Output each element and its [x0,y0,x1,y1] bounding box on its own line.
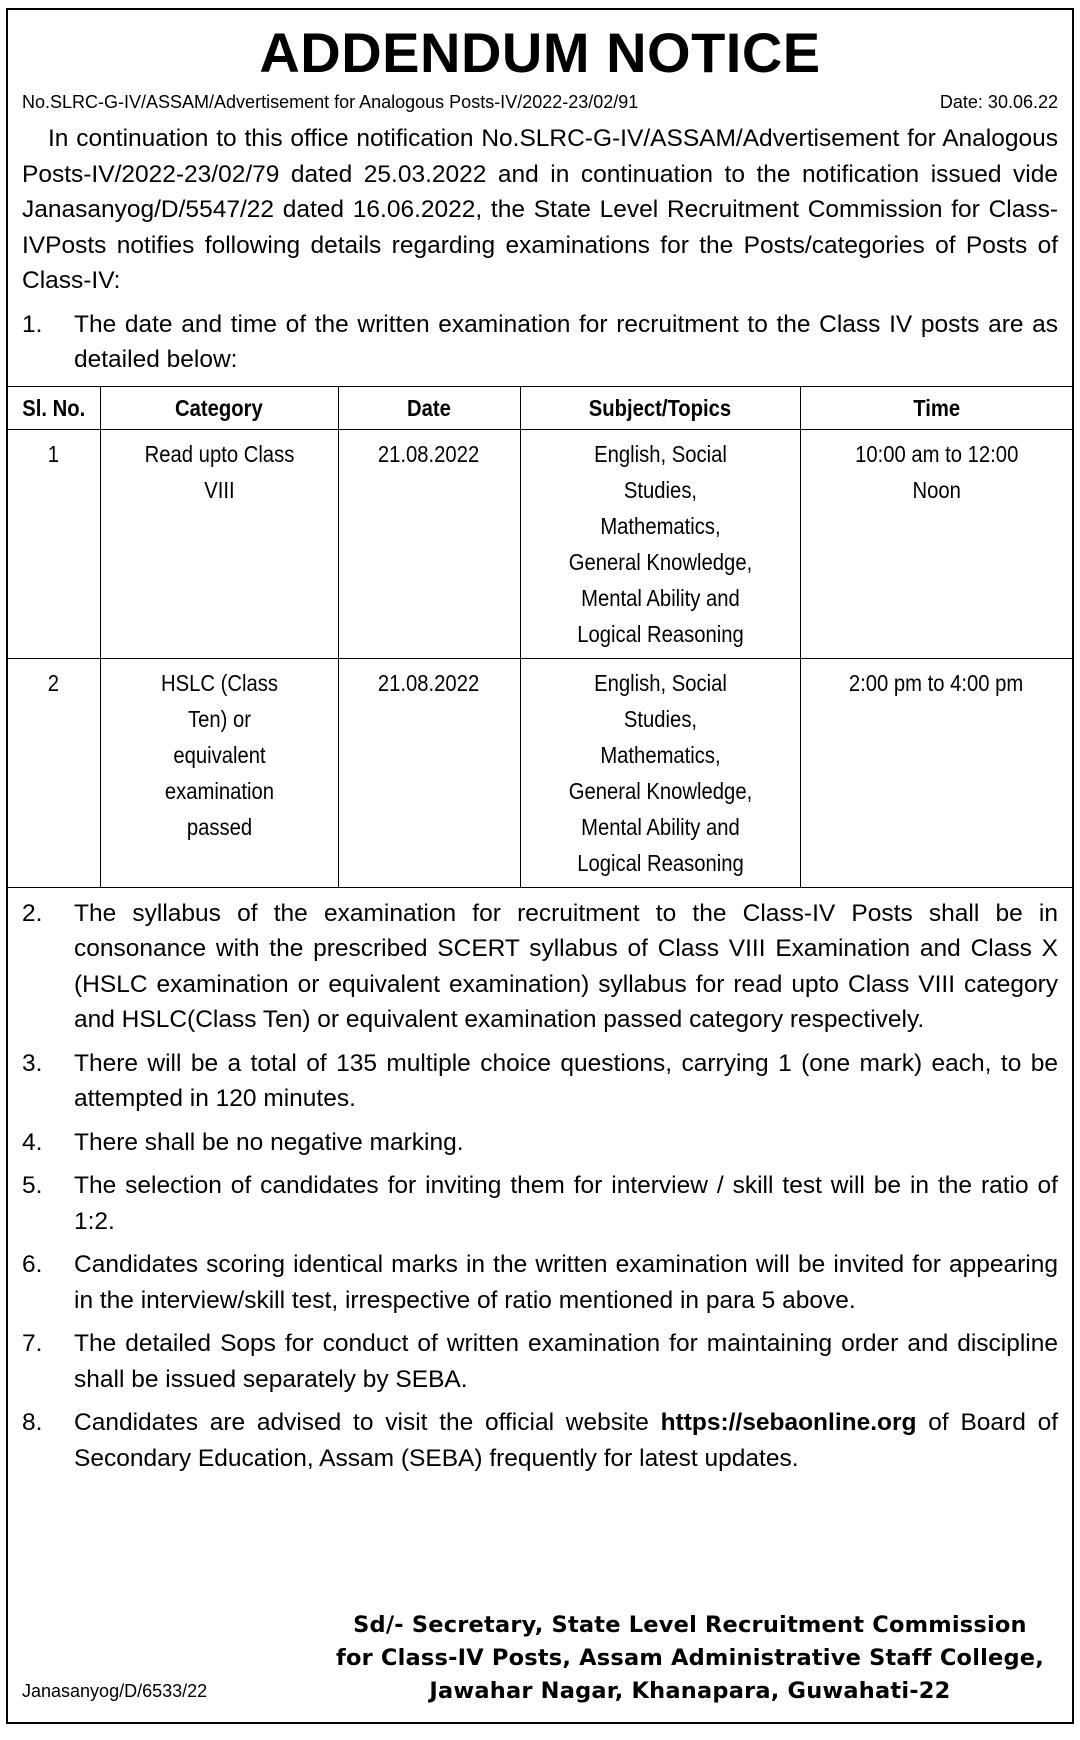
item-number: 2. [22,899,43,927]
header-category: Category [100,386,338,429]
notice-title: ADDENDUM NOTICE [259,21,821,84]
item-text: There shall be no negative marking. [74,1128,464,1156]
item-number: 7. [22,1330,43,1357]
signature-line-3: Jawahar Nagar, Khanapara, Guwahati-22 [429,1678,951,1704]
list-item-7 [20,1326,1060,1397]
item-number: 8. [22,1409,43,1436]
list-item-1 [20,307,1060,378]
item-text: The detailed Sops for conduct of written examination for maintaining order and discipline shall be issued separately by SEBA. [74,1330,1058,1393]
janasanyog-code: Janasanyog/D/6533/22 [22,1681,208,1701]
signature-line-1: Sd/- Secretary, State Level Recruitment Commission [353,1612,1027,1638]
cell-category: HSLC (Class Ten) or equivalent examination passed [100,658,338,887]
table-header-row [8,386,1072,429]
exam-schedule-table [8,386,1072,888]
header-sl-no: Sl. No. [8,386,100,429]
item-text: Candidates are advised to visit the official website https://sebaonline.org of Board of Secondary Education, Assam (SEBA) frequently for latest updates. [74,1409,1059,1472]
list-item-3 [20,1046,1060,1117]
item-text: There will be a total of 135 multiple choice questions, carrying 1 (one mark) each, to be attempted in 120 minutes. [74,1049,1058,1112]
cell-category: Read upto Class VIII [100,429,338,658]
header-subjects: Subject/Topics [520,386,800,429]
notice-date: Date: 30.06.22 [939,92,1058,112]
header-date: Date [338,386,520,429]
cell-subjects: English, Social Studies, Mathematics, General Knowledge, Mental Ability and Logical Reasoning [520,429,800,658]
reference-number: No.SLRC-G-IV/ASSAM/Advertisement for Analogous Posts-IV/2022-23/02/91 [22,92,639,112]
item-text: The date and time of the written examination for recruitment to the Class IV posts are as detailed below: [74,310,1058,373]
table-row [8,658,1072,887]
list-item-8 [20,1405,1060,1476]
seba-website-link[interactable]: https://sebaonline.org [660,1409,917,1436]
cell-date: 21.08.2022 [338,429,520,658]
cell-sl-no: 1 [8,429,100,658]
table-row [8,429,1072,658]
intro-paragraph: In continuation to this office notification No.SLRC-G-IV/ASSAM/Advertisement for Analogous Posts-IV/2022-23/02/79 dated 25.03.2022 and in continuation to the notification issued vide Janasanyog/D/5547/22 dated 16.06.2022, the State Level Recruitment Commission for Class-IVPosts notifies following details regarding examinations for the Posts/categories of Posts of Class-IV: [22,125,1058,294]
cell-sl-no: 2 [8,658,100,887]
cell-subjects: English, Social Studies, Mathematics, General Knowledge, Mental Ability and Logical Reasoning [520,658,800,887]
item-number: 3. [22,1049,43,1077]
item-number: 1. [22,310,43,338]
notice-items [20,896,1060,1477]
cell-time: 2:00 pm to 4:00 pm [800,658,1072,887]
item-number: 6. [22,1251,43,1278]
item-text: Candidates scoring identical marks in the written examination will be invited for appearing in the interview/skill test, irrespective of ratio mentioned in para 5 above. [74,1251,1058,1314]
list-item-6 [20,1247,1060,1318]
signature-block [336,1609,1044,1708]
reference-line [20,92,1060,113]
cell-time: 10:00 am to 12:00 Noon [800,429,1072,658]
list-item-2 [20,896,1060,1038]
list-item-4 [20,1125,1060,1161]
item-number: 4. [22,1128,43,1156]
notice-page [6,8,1074,1724]
cell-date: 21.08.2022 [338,658,520,887]
header-time: Time [800,386,1072,429]
item-text: The syllabus of the examination for recruitment to the Class-IV Posts shall be in consonance with the prescribed SCERT syllabus of Class VIII Examination and Class X (HSLC examination or equivalent examination) syllabus for read upto Class VIII category and HSLC(Class Ten) or equivalent examination passed category respectively. [74,899,1058,1033]
signature-line-2: for Class-IV Posts, Assam Administrative Staff College, [335,1645,1044,1671]
list-item-5 [20,1168,1060,1239]
item-text: The selection of candidates for inviting them for interview / skill test will be in the ratio of 1:2. [74,1172,1058,1235]
item-number: 5. [22,1172,43,1199]
